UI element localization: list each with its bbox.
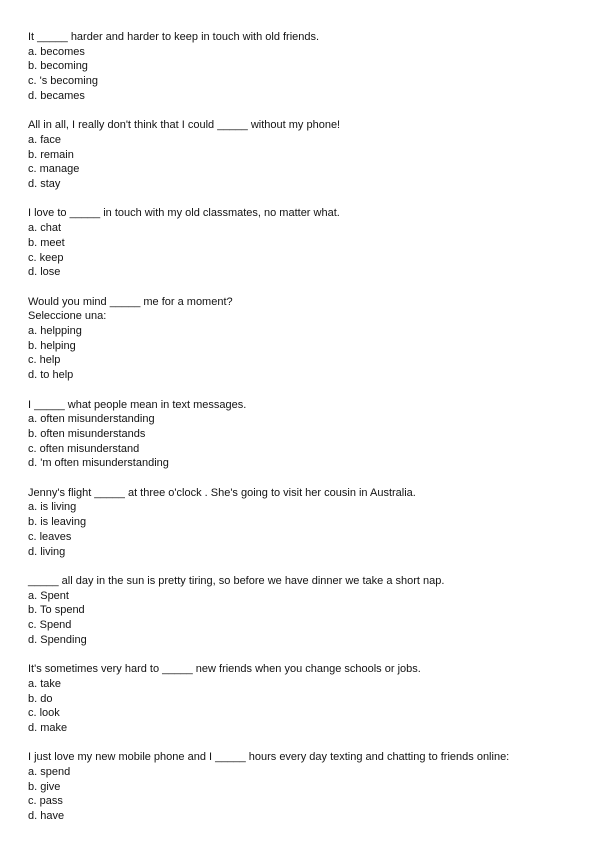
answer-option: b. becoming bbox=[28, 60, 88, 73]
answer-option: c. look bbox=[28, 707, 60, 720]
answer-option: a. Spent bbox=[28, 589, 69, 602]
question-stem: It _____ harder and harder to keep in touch with old friends. bbox=[28, 31, 320, 43]
answer-option: c. 's becoming bbox=[28, 75, 98, 88]
answer-option: c. Spend bbox=[28, 619, 72, 632]
question-block bbox=[28, 574, 576, 648]
answer-option: c. keep bbox=[28, 251, 64, 264]
question-list bbox=[28, 30, 576, 824]
question-block bbox=[28, 118, 576, 192]
answer-option: a. often misunderstanding bbox=[28, 413, 155, 426]
answer-option: d. Spending bbox=[28, 633, 87, 646]
answer-option: c. help bbox=[28, 354, 61, 367]
answer-option: d. living bbox=[28, 545, 66, 558]
question-stem: I just love my new mobile phone and I _____ hours every day texting and chatting to friends online: bbox=[28, 751, 510, 764]
answer-option: b. give bbox=[28, 780, 61, 793]
answer-option: d. have bbox=[28, 810, 65, 823]
answer-option: a. take bbox=[28, 677, 62, 690]
question-stem: I _____ what people mean in text messages. bbox=[28, 398, 247, 411]
question-stem: It's sometimes very hard to _____ new friends when you change schools or jobs. bbox=[28, 663, 421, 676]
question-stem: Would you mind _____ me for a moment? bbox=[28, 295, 233, 308]
question-block bbox=[28, 486, 576, 560]
answer-option: b. remain bbox=[28, 148, 74, 161]
answer-option: c. leaves bbox=[28, 530, 72, 543]
answer-option: c. manage bbox=[28, 163, 80, 176]
answer-option: d. lose bbox=[28, 266, 61, 279]
answer-option: d. to help bbox=[28, 369, 74, 382]
question-stem: All in all, I really don't think that I could _____ without my phone! bbox=[28, 119, 341, 132]
question-block bbox=[28, 398, 576, 472]
select-one-prompt: Seleccione una: bbox=[28, 310, 107, 323]
question-block bbox=[28, 206, 576, 280]
answer-option: a. is living bbox=[28, 501, 77, 514]
question-stem: _____ all day in the sun is pretty tiring, so before we have dinner we take a short nap. bbox=[28, 574, 445, 587]
answer-option: c. pass bbox=[28, 795, 63, 808]
answer-option: c. often misunderstand bbox=[28, 442, 140, 455]
answer-option: a. helpping bbox=[28, 325, 82, 338]
answer-option: b. is leaving bbox=[28, 516, 87, 529]
answer-option: d. 'm often misunderstanding bbox=[28, 457, 169, 470]
question-block bbox=[28, 662, 576, 736]
answer-option: d. stay bbox=[28, 178, 61, 191]
answer-option: a. spend bbox=[28, 766, 71, 779]
question-block bbox=[28, 30, 576, 104]
question-block bbox=[28, 750, 576, 824]
question-stem: Jenny's flight _____ at three o'clock . She's going to visit her cousin in Australia. bbox=[28, 486, 416, 499]
answer-option: d. becames bbox=[28, 89, 85, 102]
answer-option: a. chat bbox=[28, 222, 62, 235]
question-stem: I love to _____ in touch with my old classmates, no matter what. bbox=[28, 207, 340, 220]
answer-option: b. meet bbox=[28, 236, 65, 249]
answer-option: a. face bbox=[28, 133, 62, 146]
answer-option: b. often misunderstands bbox=[28, 427, 146, 440]
answer-option: d. make bbox=[28, 721, 68, 734]
answer-option: b. To spend bbox=[28, 604, 85, 617]
answer-option: b. helping bbox=[28, 339, 76, 352]
answer-option: a. becomes bbox=[28, 45, 85, 58]
question-block bbox=[28, 295, 576, 383]
answer-option: b. do bbox=[28, 692, 53, 705]
